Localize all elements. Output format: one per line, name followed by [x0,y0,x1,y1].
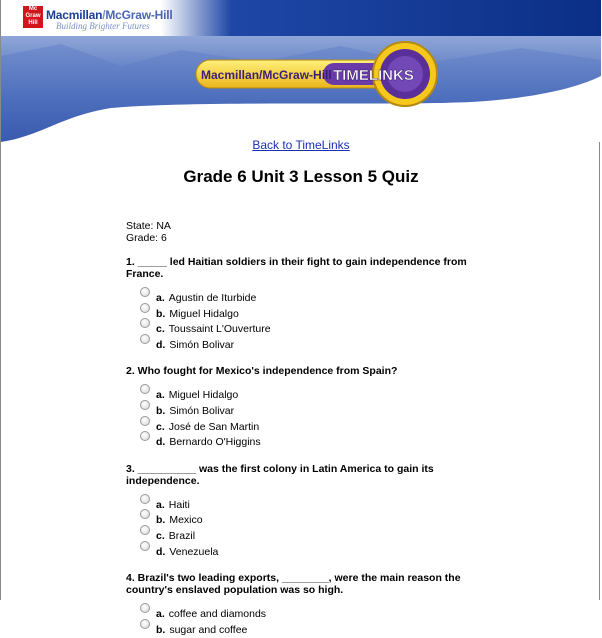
answer-radio-button[interactable] [140,525,150,535]
question-text: 4. Brazil's two leading exports, ________, were the main reason the country's enslaved population was so high. [126,572,461,597]
answer-text: Toussaint L'Ouverture [168,323,271,336]
question-block [126,256,506,353]
answer-option[interactable] [140,307,506,323]
answer-radio-button[interactable] [140,509,150,519]
answer-label[interactable] [156,623,247,637]
answer-options [140,498,506,560]
answer-option[interactable] [140,607,506,623]
answer-text: José de San Martin [168,420,260,433]
grade-label: Grade: 6 [126,232,167,244]
banner-graphic [1,36,601,142]
logo-line-3: Hill [28,20,38,26]
answer-option[interactable] [140,545,506,561]
answer-label[interactable] [156,529,195,543]
question-block [126,463,506,560]
answer-text: Miguel Hidalgo [168,389,239,402]
answer-text: Miguel Hidalgo [169,307,239,320]
quiz-questions [1,256,601,638]
answer-label[interactable] [156,545,218,559]
answer-text: Brazil [168,529,196,542]
answer-letter: b. [156,514,166,527]
answer-option[interactable] [140,322,506,338]
answer-label[interactable] [156,322,271,336]
state-label: State: NA [126,220,171,232]
question-text: 3. __________ was the first colony in Latin America to gain its independence. [126,462,434,487]
answer-letter: d. [156,338,166,351]
answer-label[interactable] [156,607,266,621]
answer-option[interactable] [140,513,506,529]
answer-radio-button[interactable] [140,416,150,426]
answer-label[interactable] [156,435,261,449]
answer-options [140,388,506,450]
answer-radio-button[interactable] [140,400,150,410]
answer-option[interactable] [140,420,506,436]
banner-product-text: TIMELINKS [333,67,414,84]
answer-label[interactable] [156,388,238,402]
answer-radio-button[interactable] [140,287,150,297]
answer-radio-button[interactable] [140,318,150,328]
answer-letter: a. [156,608,165,621]
answer-radio-button[interactable] [140,603,150,613]
timelinks-banner [1,36,601,142]
answer-letter: d. [156,545,166,558]
answer-radio-button[interactable] [140,494,150,504]
answer-radio-button[interactable] [140,334,150,344]
answer-radio-button[interactable] [140,619,150,629]
answer-letter: c. [156,420,165,433]
answer-radio-button[interactable] [140,384,150,394]
answer-label[interactable] [156,291,256,305]
back-to-timelinks-link[interactable]: Back to TimeLinks [252,138,350,152]
answer-options [140,291,506,353]
publisher-name: Macmillan/McGraw-Hill [46,8,173,22]
answer-radio-button[interactable] [140,541,150,551]
question-block [126,365,506,450]
answer-text: Mexico [169,514,203,527]
answer-letter: b. [156,307,166,320]
answer-text: coffee and diamonds [168,608,267,621]
answer-label[interactable] [156,404,234,418]
answer-label[interactable] [156,498,190,512]
answer-label[interactable] [156,513,203,527]
answer-option[interactable] [140,435,506,451]
logo-line-2: Graw [25,13,41,19]
answer-letter: b. [156,404,166,417]
publisher-tagline: Building Brighter Futures [56,21,150,31]
brand-primary: Macmillan [46,8,103,22]
answer-text: Agustin de Iturbide [168,292,257,304]
answer-letter: a. [156,292,165,304]
answer-option[interactable] [140,404,506,420]
main-content [1,138,601,638]
question-block [126,572,506,638]
answer-radio-button[interactable] [140,303,150,313]
answer-letter: a. [156,389,165,402]
answer-text: Simón Bolivar [169,338,235,351]
banner-brand-text: Macmillan/McGraw-Hill [201,68,332,82]
answer-letter: b. [156,623,166,636]
answer-option[interactable] [140,498,506,514]
mcgraw-hill-logo[interactable] [23,6,43,28]
answer-label[interactable] [156,420,259,434]
brand-secondary: McGraw-Hill [105,8,173,22]
page-title: Grade 6 Unit 3 Lesson 5 Quiz [183,167,419,186]
answer-option[interactable] [140,623,506,638]
answer-label[interactable] [156,338,234,352]
answer-text: Bernardo O'Higgins [169,436,261,449]
answer-radio-button[interactable] [140,431,150,441]
answer-option[interactable] [140,291,506,307]
answer-letter: c. [156,529,165,542]
question-text: 2. Who fought for Mexico's independence from Spain? [126,365,398,378]
answer-option[interactable] [140,388,506,404]
answer-option[interactable] [140,529,506,545]
answer-letter: c. [156,323,165,336]
top-header [1,0,601,36]
answer-options [140,607,506,638]
answer-text: Simón Bolivar [169,404,235,417]
answer-option[interactable] [140,338,506,354]
answer-text: sugar and coffee [169,623,248,636]
quiz-meta [126,220,601,244]
answer-text: Venezuela [169,545,219,558]
answer-text: Haiti [168,498,190,511]
logo-line-1: Mc [28,6,38,12]
answer-letter: d. [156,436,166,449]
question-text: 1. _____ led Haitian soldiers in their fight to gain independence from France. [126,256,467,280]
answer-letter: a. [156,498,165,511]
answer-label[interactable] [156,307,239,321]
